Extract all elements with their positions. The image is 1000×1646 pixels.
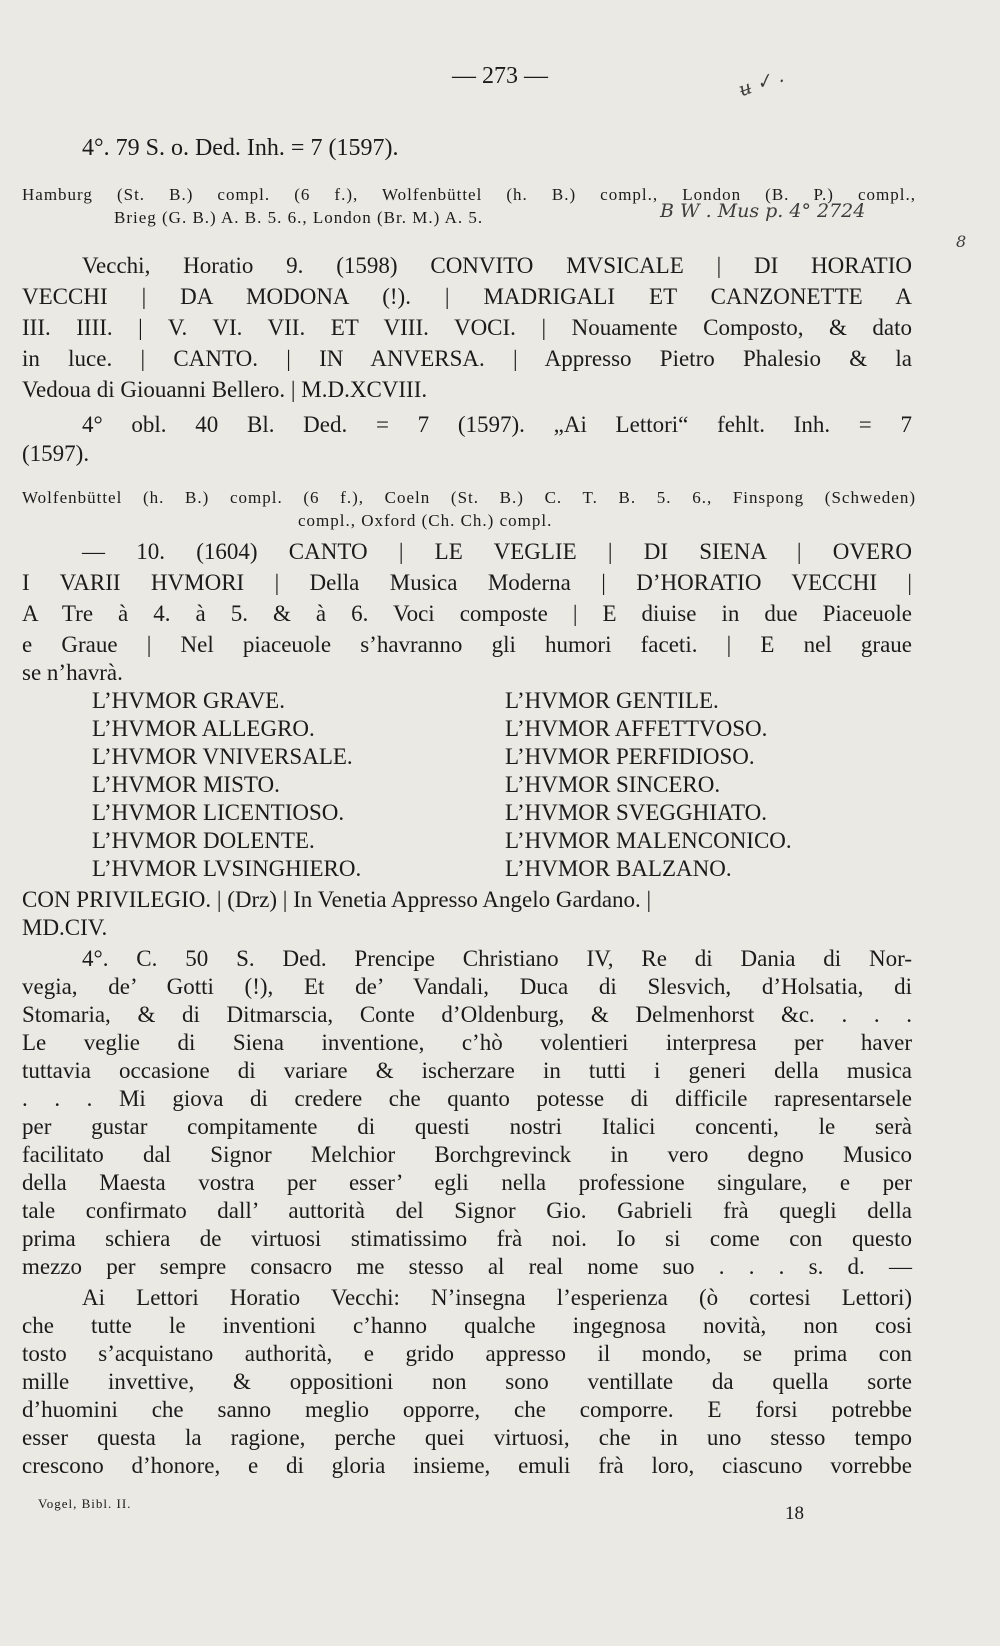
humor-right: L’HVMOR PERFIDIOSO.: [505, 744, 755, 769]
entry2-title-1: Vecchi, Horatio 9. (1598) CONVITO MVSICALE | DI HORATIO: [82, 253, 912, 278]
humor-right: L’HVMOR GENTILE.: [505, 688, 719, 713]
entry3-body-1: 4°. C. 50 S. Ded. Prencipe Christiano IV, Re di Dania di Nor-: [82, 946, 912, 971]
humor-left: L’HVMOR LICENTIOSO.: [92, 800, 345, 825]
entry3-title-1: — 10. (1604) CANTO | LE VEGLIE | DI SIENA | OVERO: [82, 539, 912, 564]
entry3-title-2: I VARII HVMORI | Della Musica Moderna | D’HORATIO VECCHI |: [22, 570, 912, 595]
entry3-body-15: tosto s’acquistano authorità, e grido appresso il mondo, se prima con: [22, 1341, 912, 1366]
entry2-title-2: VECCHI | DA MODONA (!). | MADRIGALI ET CANZONETTE A: [22, 284, 912, 309]
entry3-body-11: prima schiera de virtuosi stimatissimo frà noi. Io si come con questo: [22, 1226, 912, 1251]
entry3-body-12: mezzo per sempre consacro me stesso al real nome suo . . . s. d. —: [22, 1254, 912, 1279]
entry3-body-13: Ai Lettori Horatio Vecchi: N’insegna l’esperienza (ò cortesi Lettori): [82, 1285, 912, 1310]
entry3-body-17: d’huomini che sanno meglio opporre, che comporre. E forsi potrebbe: [22, 1397, 912, 1422]
entry3-body-19: crescono d’honore, e di gloria insieme, emuli frà loro, ciascuno vorrebbe: [22, 1453, 912, 1478]
handwritten-sub: 8: [956, 232, 967, 251]
entry1-format: 4°. 79 S. o. Ded. Inh. = 7 (1597).: [82, 135, 399, 161]
entry3-body-10: tale confirmato dall’ auttorità del Signor Gio. Gabrieli frà quegli della: [22, 1198, 912, 1223]
entry3-body-14: che tutte le inventioni c’hanno qualche ingegnosa novità, non cosi: [22, 1313, 912, 1338]
footer-signature: Vogel, Bibl. II.: [38, 1496, 132, 1511]
entry1-holdings-2: Brieg (G. B.) A. B. 5. 6., London (Br. M.) A. 5.: [114, 208, 484, 227]
entry2-title-4: in luce. | CANTO. | IN ANVERSA. | Appresso Pietro Phalesio & la: [22, 346, 912, 371]
entry3-body-7: per gustar compitamente di questi nostri Italici concenti, le serà: [22, 1114, 912, 1139]
entry3-body-18: esser questa la ragione, perche quei virtuosi, che in uno stesso tempo: [22, 1425, 912, 1450]
entry1-holdings-1: Hamburg (St. B.) compl. (6 f.), Wolfenbüttel (h. B.) compl., London (B. P.) compl.,: [22, 185, 916, 204]
entry2-title-3: III. IIII. | V. VI. VII. ET VIII. VOCI. | Nouamente Composto, & dato: [22, 315, 912, 340]
entry3-imprint-2: MD.CIV.: [22, 915, 108, 940]
entry3-body-6: . . . Mi giova di credere che quanto potesse di difficile rapresentarsele: [22, 1086, 912, 1111]
footer-sheet-number: 18: [785, 1503, 804, 1524]
page-number: — 273 —: [452, 63, 548, 89]
humor-left: L’HVMOR VNIVERSALE.: [92, 744, 353, 769]
entry3-body-9: della Maesta vostra per esser’ egli nella professione singulare, e per: [22, 1170, 912, 1195]
entry3-title-3: A Tre à 4. à 5. & à 6. Voci composte | E diuise in due Piaceuole: [22, 601, 912, 626]
humor-right: L’HVMOR AFFETTVOSO.: [505, 716, 768, 741]
entry3-body-16: mille invettive, & oppositioni non sono ventillate da quella sorte: [22, 1369, 912, 1394]
humor-left: L’HVMOR ALLEGRO.: [92, 716, 315, 741]
humor-right: L’HVMOR MALENCONICO.: [505, 828, 792, 853]
entry3-body-4: Le veglie di Siena inventione, c’hò volentieri interpresa per haver: [22, 1030, 912, 1055]
entry3-title-4: e Graue | Nel piaceuole s’havranno gli humori faceti. | E nel graue: [22, 632, 912, 657]
humor-right: L’HVMOR SINCERO.: [505, 772, 721, 797]
handwritten-shelfmark: B W . Mus p. 4° 2724: [660, 200, 866, 222]
entry3-body-3: Stomaria, & di Ditmarscia, Conte d’Oldenburg, & Delmenhorst &c. . . .: [22, 1002, 912, 1027]
humor-left: L’HVMOR DOLENTE.: [92, 828, 315, 853]
entry3-body-5: tuttavia occasione di variare & ischerzare in tutti i generi della musica: [22, 1058, 912, 1083]
humor-left: L’HVMOR LVSINGHIERO.: [92, 856, 362, 881]
handwritten-note-top: u̶ ✓ .: [735, 64, 787, 102]
entry3-title-5: se n’havrà.: [22, 660, 123, 685]
humor-left: L’HVMOR MISTO.: [92, 772, 280, 797]
humor-right: L’HVMOR SVEGGHIATO.: [505, 800, 767, 825]
entry3-body-8: facilitato dal Signor Melchior Borchgrevinck in vero degno Musico: [22, 1142, 912, 1167]
entry2-format: 4° obl. 40 Bl. Ded. = 7 (1597). „Ai Lettori“ fehlt. Inh. = 7: [82, 412, 912, 437]
entry3-body-2: vegia, de’ Gotti (!), Et de’ Vandali, Duca di Slesvich, d’Holsatia, di: [22, 974, 912, 999]
entry2-holdings-2: compl., Oxford (Ch. Ch.) compl.: [298, 511, 553, 530]
humor-left: L’HVMOR GRAVE.: [92, 688, 285, 713]
entry3-imprint-1: CON PRIVILEGIO. | (Drz) | In Venetia Appresso Angelo Gardano. |: [22, 887, 652, 912]
entry2-title-5: Vedoua di Giouanni Bellero. | M.D.XCVIII.: [22, 377, 428, 402]
entry2-holdings-1: Wolfenbüttel (h. B.) compl. (6 f.), Coeln (St. B.) C. T. B. 5. 6., Finspong (Schweden): [22, 488, 916, 507]
humor-right: L’HVMOR BALZANO.: [505, 856, 732, 881]
entry2-format-cont: (1597).: [22, 441, 90, 466]
